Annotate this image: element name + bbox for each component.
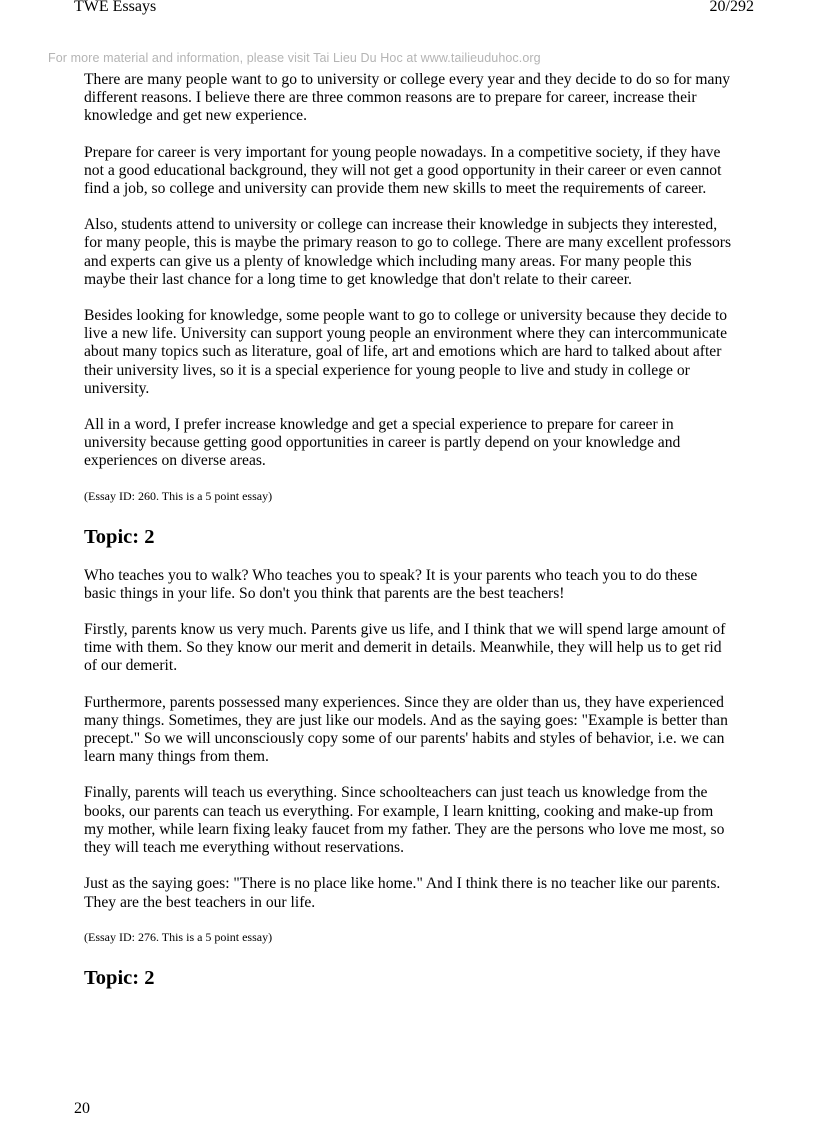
essay-paragraph: All in a word, I prefer increase knowledge and get a special experience to prepare for career in university because getting good opportunities in career is partly depend on your knowledge and experiences on diverse areas. [84,416,681,470]
running-head-title: TWE Essays [74,0,157,15]
essay-id-note: (Essay ID: 260. This is a 5 point essay) [84,488,273,503]
essay-id-note: (Essay ID: 276. This is a 5 point essay) [84,929,273,944]
page-body [84,71,732,1008]
essay-paragraph: Furthermore, parents possessed many experiences. Since they are older than us, they have experienced many things. Sometimes, they are just like our models. And as the saying goes: "Example is better than precept." So we will unconsciously copy some of our parents' habits and styles of behavior, i.e. we can learn many things from them. [84,693,728,766]
essay-section-1 [84,71,732,503]
essay-paragraph: Besides looking for knowledge, some people want to go to college or university because they decide to live a new life. University can support young people an environment where they can intercommunicate about many topics such as literature, goal of life, art and emotions which are hard to talked about after their university lives, so it is a special experience for young people to live and study in college or university. [84,307,728,397]
watermark-text: For more material and information, please visit Tai Lieu Du Hoc at www.tailieuduhoc.org [48,51,541,65]
essay-paragraph: Who teaches you to walk? Who teaches you to speak? It is your parents who teach you to do these basic things in your life. So don't you think that parents are the best teachers! [84,566,698,602]
running-head-page-count: 20/292 [709,0,754,15]
essay-paragraph: Finally, parents will teach us everything. Since schoolteachers can just teach us knowledge from the books, our parents can teach us everything. For example, I learn knitting, cooking and make-up from my mother, while learn fixing leaky faucet from my father. They are the persons who love me most, so they will teach me everything without reservations. [84,784,725,857]
essay-paragraph: There are many people want to go to university or college every year and they decide to do so for many different reasons. I believe there are three common reasons are to prepare for career, increase their knowledge and get new experience. [84,71,731,125]
page-number: 20 [74,1100,90,1117]
topic-heading: Topic: 2 [84,966,155,989]
essay-paragraph: Also, students attend to university or college can increase their knowledge in subjects they interested, for many people, this is maybe the primary reason to go to college. There are many excellent professors and experts can give us a plenty of knowledge which including many areas. For many people this maybe their last chance for a long time to get knowledge that don't relate to their career. [84,216,732,288]
essay-paragraph: Just as the saying goes: "There is no place like home." And I think there is no teacher like our parents. They are the best teachers in our life. [84,875,721,911]
topic-heading: Topic: 2 [84,525,155,548]
essay-paragraph: Prepare for career is very important for young people nowadays. In a competitive society, if they have not a good educational background, they will not get a good opportunity in their career or even cannot find a job, so college and university can provide them new skills to meet the requirements of career. [84,143,722,198]
essay-section-2 [84,525,732,944]
essay-paragraph: Firstly, parents know us very much. Parents give us life, and I think that we will spend large amount of time with them. So they know our merit and demerit in details. Meanwhile, they will help us to get rid of our demerit. [84,621,726,675]
essay-section-3 [84,966,732,990]
